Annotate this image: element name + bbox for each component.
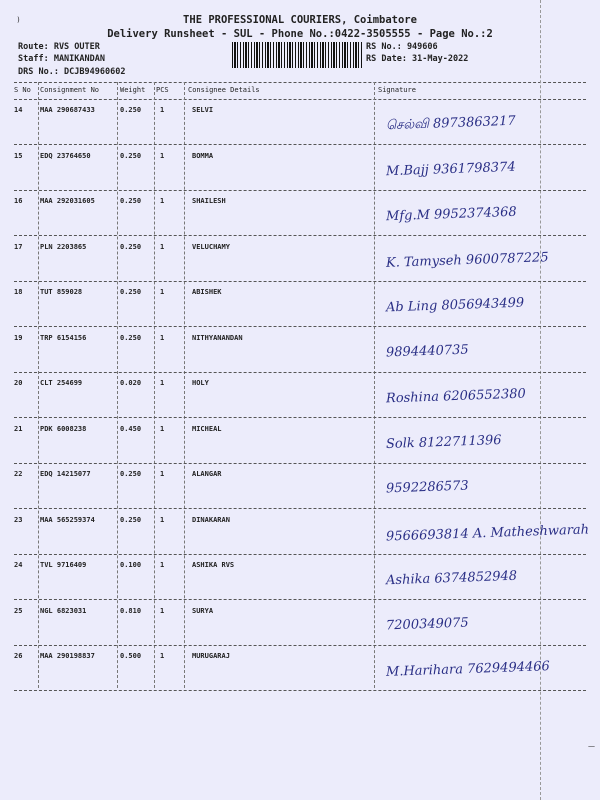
col-consignee: Consignee Details [188,86,260,94]
signature-cell [382,286,600,326]
cell-consignee: MURUGARAJ [192,652,230,660]
cell-pcs: 1 [160,242,165,251]
signature-cell [382,605,600,645]
cell-pcs: 1 [160,561,165,569]
signature-handwriting: 7200349075 [385,615,469,633]
signature-cell [382,514,600,554]
cell-consignment: MAA 290687433 [40,106,95,114]
cell-pcs: 1 [160,197,165,205]
cell-consignee: ASHIKA RVS [192,561,235,569]
signature-cell [382,377,600,417]
signature-handwriting: Mfg.M 9952374368 [385,204,517,225]
cell-consignee: BOMMA [192,151,214,160]
signature-cell [382,468,600,508]
col-pcs: PCS [156,86,169,94]
signature-cell [382,332,600,372]
signature-cell [382,559,600,599]
table-row [14,417,586,464]
cell-consignee: DINAKARAN [192,515,230,524]
cell-sno: 16 [14,197,23,205]
table-row [14,644,586,691]
signature-handwriting: Ashika 6374852948 [385,568,518,589]
cell-pcs: 1 [160,288,165,296]
cell-pcs: 1 [160,606,165,615]
route-label: Route: RVS OUTER [18,42,100,52]
cell-weight: 0.500 [120,652,142,660]
table-row [14,371,586,418]
rs-date: RS Date: 31-May-2022 [366,54,469,64]
signature-cell [382,423,600,463]
cell-pcs: 1 [160,379,165,387]
runsheet-subtitle: Delivery Runsheet - SUL - Phone No.:0422-3505555 - Page No.:2 [107,28,493,40]
table-row [14,508,590,555]
cell-pcs: 1 [160,151,165,160]
cell-consignee: ABISHEK [192,288,222,296]
cell-sno: 25 [14,606,23,615]
cell-pcs: 1 [160,652,165,660]
cell-weight: 0.250 [120,333,142,342]
col-consignment: Consignment No [40,86,100,94]
cell-sno: 23 [14,515,23,524]
signature-handwriting: Roshina 6206552380 [385,386,527,407]
table-row [14,326,586,373]
cell-consignment: CLT 254699 [40,379,83,387]
cell-consignee: SURYA [192,606,214,615]
cell-weight: 0.810 [120,606,142,615]
cell-weight: 0.250 [120,197,142,205]
table-row [14,462,586,509]
cell-weight: 0.250 [120,515,142,524]
table-row [14,144,586,191]
cell-pcs: 1 [160,424,165,433]
table-row [14,98,586,145]
cell-sno: 20 [14,379,23,387]
cell-weight: 0.100 [120,561,142,569]
cell-consignee: SHAILESH [192,197,226,205]
cell-consignment: TUT 859028 [40,288,83,296]
cell-pcs: 1 [160,106,165,114]
signature-handwriting: 9566693814 A. Matheshwarah [385,521,590,545]
table-row [14,553,586,600]
signature-handwriting: 9592286573 [385,478,469,497]
cell-weight: 0.020 [120,379,142,387]
signature-cell [382,241,600,281]
signature-cell [382,150,600,190]
cell-consignee: MICHEAL [192,424,222,433]
cell-pcs: 1 [160,515,165,524]
signature-handwriting: M.Harihara 7629494466 [385,659,551,680]
cell-consignment: MAA 292031605 [40,197,95,205]
signature-handwriting: செல்வி 8973863217 [385,113,516,134]
cell-consignee: VELUCHAMY [192,242,230,251]
cell-sno: 21 [14,424,23,433]
cell-pcs: 1 [160,470,165,478]
runsheet-title: THE PROFESSIONAL COURIERS, Coimbatore [183,14,417,26]
cell-weight: 0.450 [120,424,142,433]
cell-weight: 0.250 [120,242,142,251]
cell-consignment: EDQ 14215077 [40,470,91,478]
signature-cell [382,104,600,144]
table-row [14,280,586,327]
table-row [14,189,586,236]
signature-handwriting: Solk 8122711396 [385,432,502,452]
cell-weight: 0.250 [120,288,142,296]
cell-weight: 0.250 [120,151,142,160]
table-row [14,235,586,282]
cell-pcs: 1 [160,333,165,342]
col-weight: Weight [120,86,146,94]
cell-consignment: TRP 6154156 [40,333,87,342]
cell-consignment: TVL 9716409 [40,561,87,569]
staff-label: Staff: MANIKANDAN [18,54,105,64]
cell-consignee: SELVI [192,106,214,114]
cell-sno: 17 [14,242,23,251]
cell-sno: 19 [14,333,23,342]
cell-consignment: MAA 290198837 [40,652,95,660]
cell-consignee: HOLY [192,379,209,387]
cell-consignee: NITHYANANDAN [192,333,243,342]
col-sno: S No [14,86,31,94]
drs-label: DRS No.: DCJB94960602 [18,67,126,77]
signature-handwriting: K. Tamyseh 9600787225 [385,249,549,271]
cell-weight: 0.250 [120,470,142,478]
cell-consignment: NGL 6823031 [40,606,87,615]
cell-sno: 14 [14,106,23,114]
cell-consignment: PDK 6008238 [40,424,87,433]
rs-number: RS No.: 949606 [366,42,438,52]
cell-sno: 22 [14,470,23,478]
barcode [232,42,362,68]
cell-consignment: PLN 2203865 [40,242,87,251]
table-row [14,599,586,646]
cell-sno: 24 [14,561,23,569]
signature-cell [382,650,600,690]
cell-consignee: ALANGAR [192,470,222,478]
col-signature: Signature [378,86,416,94]
cell-sno: 15 [14,151,23,160]
signature-cell [382,195,600,235]
cell-sno: 18 [14,288,23,296]
signature-handwriting: 9894440735 [385,342,469,360]
cell-sno: 26 [14,652,23,660]
cell-weight: 0.250 [120,106,142,114]
cell-consignment: EDQ 23764650 [40,151,91,160]
cell-consignment: MAA 565259374 [40,515,95,524]
signature-handwriting: M.Bajj 9361798374 [385,159,516,179]
signature-handwriting: Ab Ling 8056943499 [385,295,525,316]
